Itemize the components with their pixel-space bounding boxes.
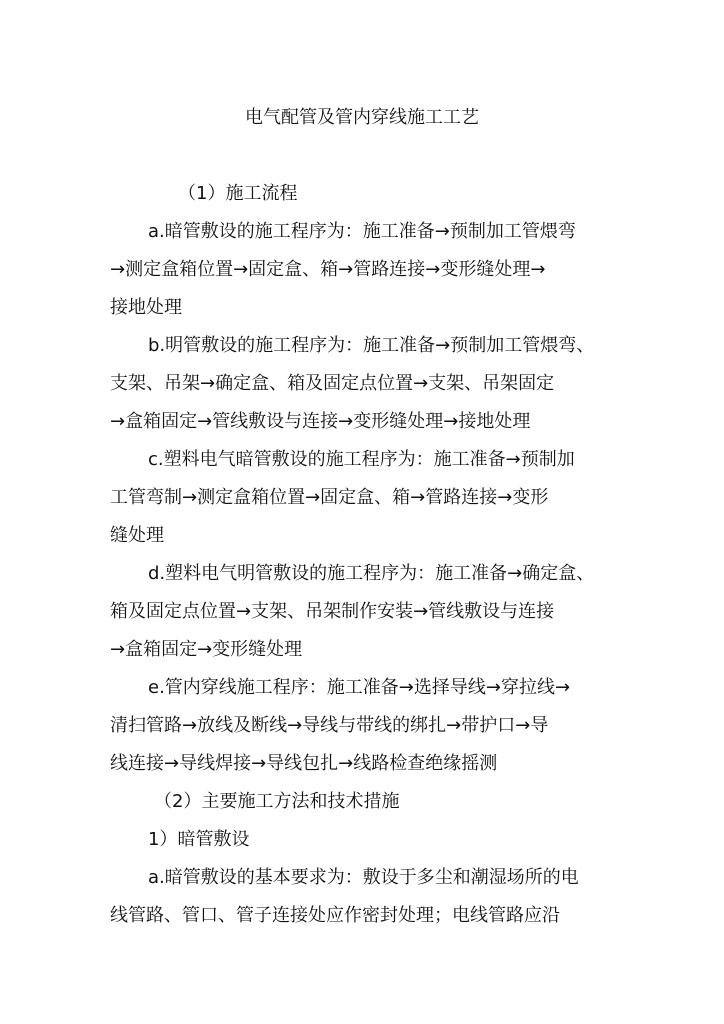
paragraph-line: 工管弯制→测定盒箱位置→固定盒、箱→管路连接→变形 <box>110 487 549 508</box>
paragraph-line: →盒箱固定→变形缝处理 <box>110 639 303 660</box>
paragraph-line: a.暗管敷设的基本要求为：敷设于多尘和潮湿场所的电 <box>148 867 579 888</box>
document-title: 电气配管及管内穿线施工工艺 <box>245 107 479 128</box>
paragraph-line: c.塑料电气暗管敷设的施工程序为：施工准备→预制加 <box>148 449 575 470</box>
paragraph-line: 线管路、管口、管子连接处应作密封处理；电线管路应沿 <box>110 905 560 926</box>
paragraph-line: d.塑料电气明管敷设的施工程序为：施工准备→确定盒、 <box>148 563 595 584</box>
heading-concealed-conduit: 1）暗管敷设 <box>148 829 250 850</box>
paragraph-line: →盒箱固定→管线敷设与连接→变形缝处理→接地处理 <box>110 411 531 432</box>
paragraph-line: →测定盒箱位置→固定盒、箱→管路连接→变形缝处理→ <box>110 259 546 280</box>
paragraph-line: 线连接→导线焊接→导线包扎→线路检查绝缘摇测 <box>110 753 498 774</box>
paragraph-line: 支架、吊架→确定盒、箱及固定点位置→支架、吊架固定 <box>110 373 555 394</box>
paragraph-line: 箱及固定点位置→支架、吊架制作安装→管线敷设与连接 <box>110 601 555 622</box>
paragraph-line: 接地处理 <box>110 297 182 318</box>
heading-construction-process: （1）施工流程 <box>178 183 298 204</box>
paragraph-line: e.管内穿线施工程序：施工准备→选择导线→穿拉线→ <box>148 677 571 698</box>
paragraph-line: b.明管敷设的施工程序为：施工准备→预制加工管煨弯、 <box>148 335 595 356</box>
paragraph-line: a.暗管敷设的施工程序为：施工准备→预制加工管煨弯 <box>148 221 576 242</box>
heading-methods-measures: （2）主要施工方法和技术措施 <box>154 791 400 812</box>
paragraph-line: 缝处理 <box>110 525 164 546</box>
paragraph-line: 清扫管路→放线及断线→导线与带线的绑扎→带护口→导 <box>110 715 549 736</box>
